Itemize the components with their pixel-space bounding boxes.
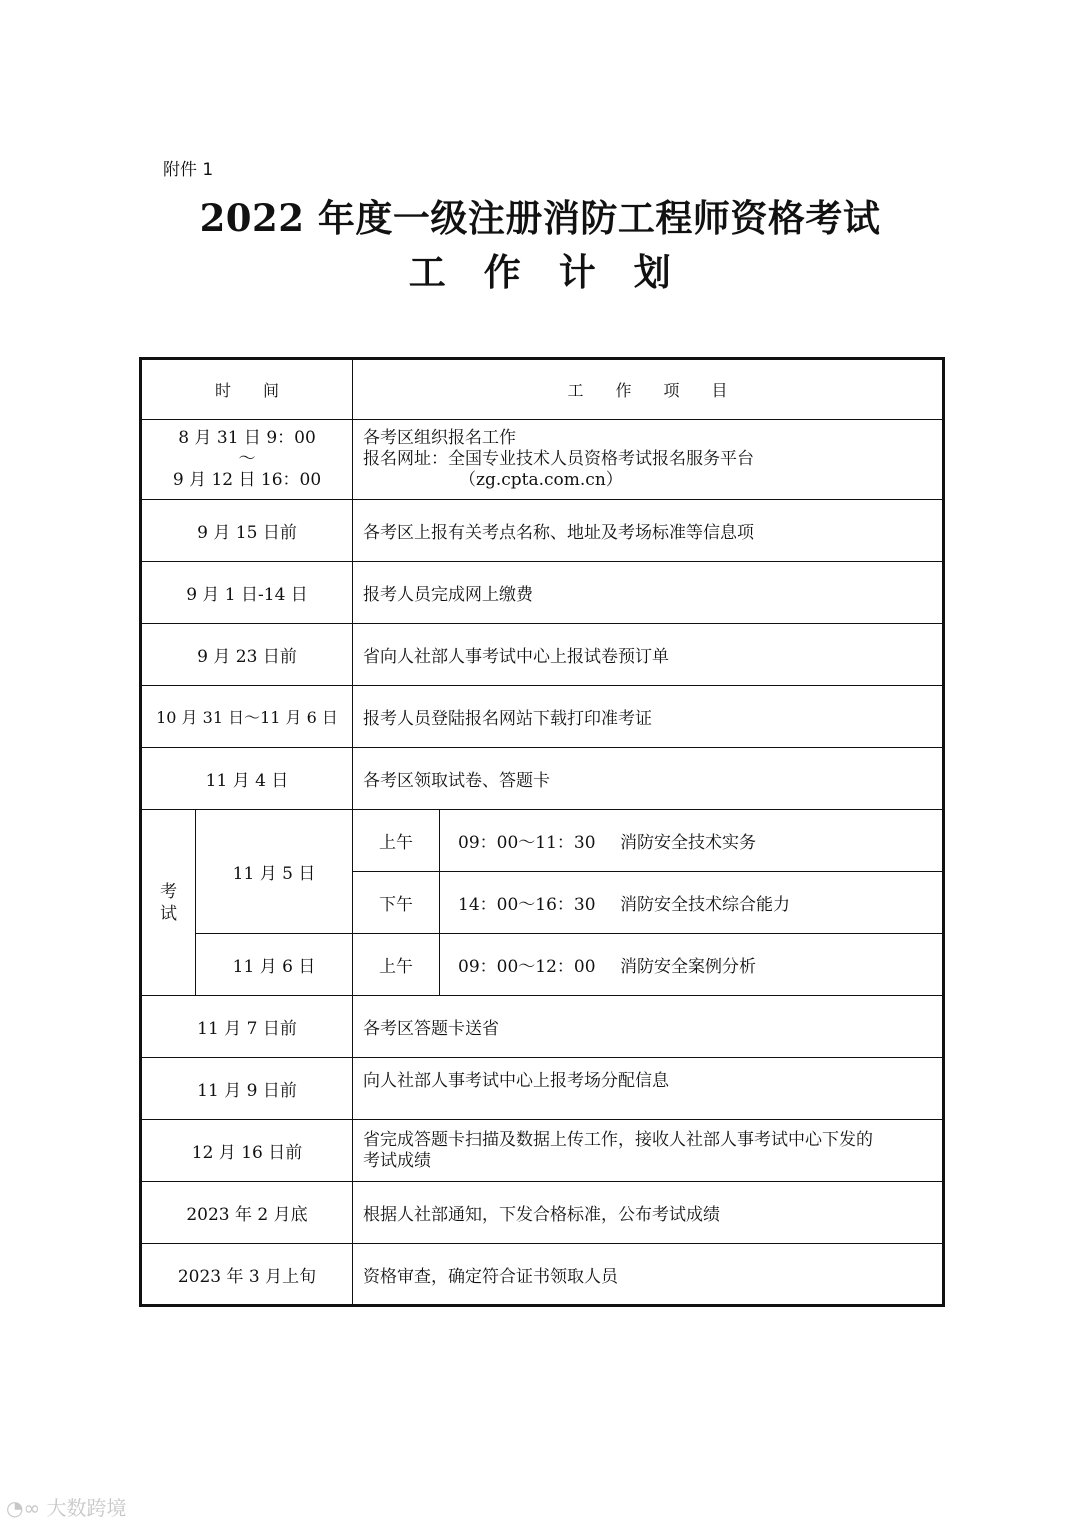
table-row <box>141 748 944 810</box>
attachment-label: 附件 1 <box>163 160 214 180</box>
row-time: 2023 年 2 月底 <box>141 1182 353 1244</box>
item-line: 各考区组织报名工作 <box>363 428 517 448</box>
row-item: 报考人员登陆报名网站下载打印准考证 <box>353 686 944 748</box>
table-row <box>141 1244 944 1306</box>
exam-subject: 消防安全技术综合能力 <box>620 895 791 915</box>
table-row <box>141 1120 944 1182</box>
exam-label-char: 试 <box>160 903 177 924</box>
table-row <box>141 624 944 686</box>
row-item: 省向人社部人事考试中心上报试卷预订单 <box>353 624 944 686</box>
registration-url: （zg.cpta.com.cn） <box>459 470 623 490</box>
exam-period: 上午 <box>353 934 440 996</box>
exam-time: 14：00～16：30 <box>458 895 596 915</box>
table-row <box>141 996 944 1058</box>
work-plan-table <box>139 357 945 1307</box>
row-time: 11 月 7 日前 <box>141 996 353 1058</box>
exam-period: 上午 <box>353 810 440 872</box>
time-separator: ～ <box>238 449 256 469</box>
row-item: 各考区上报有关考点名称、地址及考场标准等信息项 <box>353 500 944 562</box>
row-time: 9 月 15 日前 <box>141 500 353 562</box>
exam-session <box>440 934 944 996</box>
exam-day: 11 月 5 日 <box>196 810 353 934</box>
row-item: 向人社部人事考试中心上报考场分配信息 <box>353 1058 944 1120</box>
row-time: 2023 年 3 月上旬 <box>141 1244 353 1306</box>
item-line: 考试成绩 <box>363 1150 432 1171</box>
document-title: 2022 年度一级注册消防工程师资格考试 <box>199 196 881 240</box>
row-time: 9 月 1 日-14 日 <box>141 562 353 624</box>
table-row <box>141 562 944 624</box>
item-line: 省完成答题卡扫描及数据上传工作，接收人社部人事考试中心下发的 <box>363 1129 874 1150</box>
exam-label <box>141 810 196 996</box>
row-time: 10 月 31 日～11 月 6 日 <box>141 686 353 748</box>
exam-time: 09：00～12：00 <box>458 957 596 977</box>
exam-label-char: 考 <box>160 881 177 902</box>
table-header-row <box>141 359 944 420</box>
exam-session <box>440 872 944 934</box>
watermark-logo-icon: ◔∞ <box>6 1496 47 1520</box>
item-line: 报名网址：全国专业技术人员资格考试报名服务平台 <box>363 449 755 469</box>
row-time: 12 月 16 日前 <box>141 1120 353 1182</box>
time-start: 8 月 31 日 9：00 <box>178 428 316 448</box>
header-item: 工 作 项 目 <box>353 359 944 420</box>
row-item: 报考人员完成网上缴费 <box>353 562 944 624</box>
time-end: 9 月 12 日 16：00 <box>172 470 322 490</box>
watermark-text: 大数跨境 <box>46 1496 127 1520</box>
row-item: 各考区答题卡送省 <box>353 996 944 1058</box>
table-row <box>141 686 944 748</box>
table-row <box>141 1182 944 1244</box>
row-item: 根据人社部通知，下发合格标准，公布考试成绩 <box>353 1182 944 1244</box>
document-subtitle: 工 作 计 划 <box>408 250 672 294</box>
exam-time: 09：00～11：30 <box>458 833 596 853</box>
exam-day: 11 月 6 日 <box>196 934 353 996</box>
watermark <box>6 1492 126 1521</box>
table-row <box>141 1058 944 1120</box>
exam-row <box>141 934 944 996</box>
table-row <box>141 420 944 500</box>
exam-period: 下午 <box>353 872 440 934</box>
exam-row <box>141 810 944 872</box>
exam-subject: 消防安全技术实务 <box>620 833 757 853</box>
table-row <box>141 500 944 562</box>
header-time: 时 间 <box>141 359 353 420</box>
row-item <box>353 420 944 500</box>
row-time: 11 月 9 日前 <box>141 1058 353 1120</box>
row-time: 9 月 23 日前 <box>141 624 353 686</box>
exam-session <box>440 810 944 872</box>
row-item: 各考区领取试卷、答题卡 <box>353 748 944 810</box>
row-item: 资格审查，确定符合证书领取人员 <box>353 1244 944 1306</box>
exam-subject: 消防安全案例分析 <box>620 957 757 977</box>
row-time <box>141 420 353 500</box>
row-item <box>353 1120 944 1182</box>
row-time: 11 月 4 日 <box>141 748 353 810</box>
